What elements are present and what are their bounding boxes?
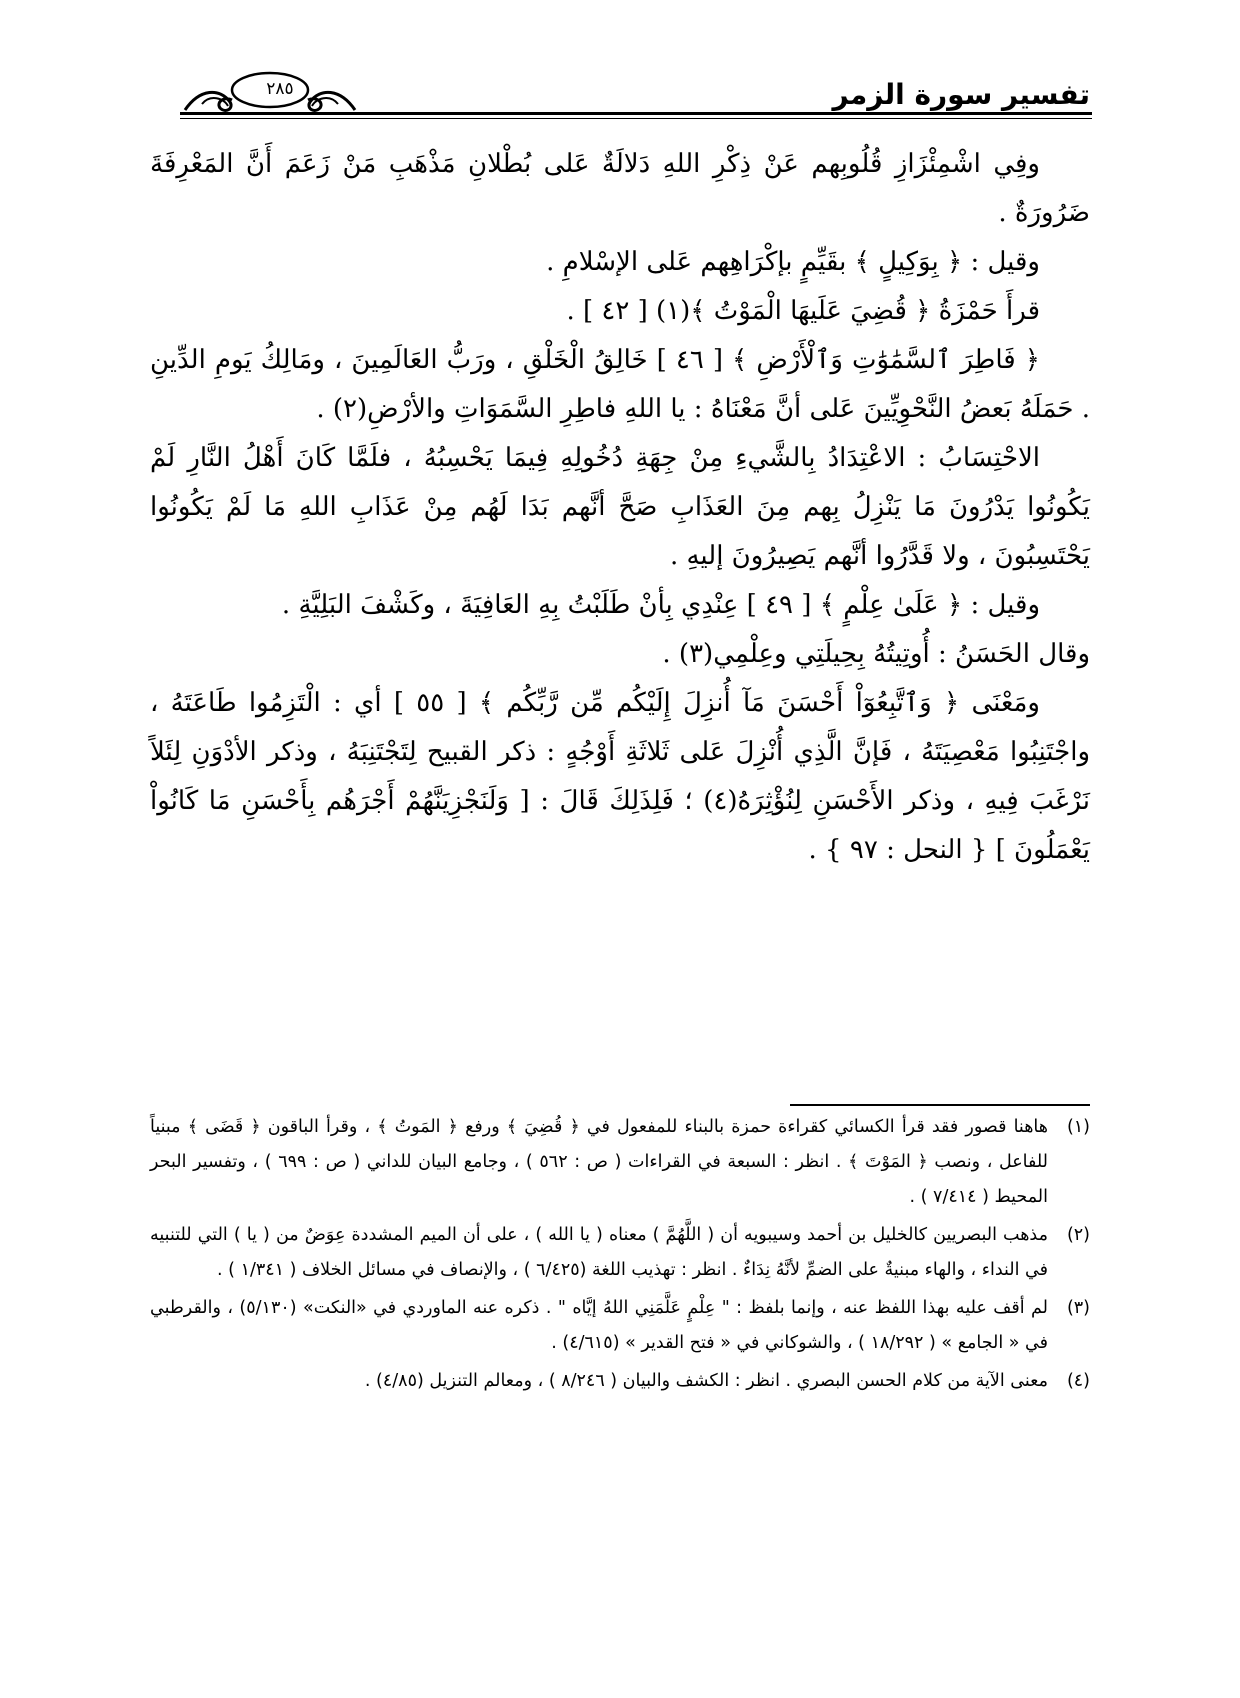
footnote-text: معنى الآية من كلام الحسن البصري . انظر : الكشف والبيان ( ٨/٢٤٦ ) ، ومعالم التنزيل (٤/٨٥) . <box>364 1371 1048 1391</box>
page-number: ٢٨٥ <box>266 79 294 99</box>
footnotes <box>150 1110 1090 1402</box>
footnote <box>150 1218 1090 1288</box>
footnote-separator <box>790 1104 1090 1106</box>
paragraph: ﴿ فَاطِرَ ٱلسَّمَٰوَٰتِ وَٱلْأَرْضِ ﴾ [ ٤٦ ] خَالِقُ الْخَلْقِ ، ورَبُّ العَالَمِينَ ، ومَالِكُ يَومِ الدِّينِ . حَمَلَهُ بَعضُ النَّحْوِيِّينَ عَلى أنَّ مَعْنَاهُ : يا اللهِ فاطِرِ السَّمَوَاتِ والأرْضِ(٢) . <box>150 345 1090 424</box>
footnote-text: لم أقف عليه بهذا اللفظ عنه ، وإنما بلفظ : " عِلْمٍ عَلَّمَنِي اللهُ إيَّاه " . ذكره عنه الماوردي في «النكت» (٥/١٣٠) ، والقرطبي في « الجامع » ( ١٨/٢٩٢ ) ، والشوكاني في « فتح القدير » (٤/٦١٥) . <box>150 1298 1048 1353</box>
paragraph: وقيل : ﴿ بِوَكِيلٍ ﴾ بقَيِّمٍ بإكْرَاهِهم عَلى الإسْلامِ . <box>546 247 1040 277</box>
footnote <box>150 1364 1090 1399</box>
paragraph: الاحْتِسَابُ : الاعْتِدَادُ بِالشَّيءِ مِنْ جِهَةِ دُخُولِهِ فِيمَا يَحْسِبُهُ ، فلَمَّا كَانَ أَهْلُ النَّارِ لَمْ يَكُونُوا يَدْرُونَ مَا يَنْزِلُ بِهم مِنَ العَذَابِ صَحَّ أنَّهم بَدَا لَهُم مِنْ عَذَابِ اللهِ مَا لَمْ يَكُونُوا يَحْتَسِبُونَ ، ولا قَدَّرُوا أنَّهم يَصِيرُونَ إليهِ . <box>150 443 1090 571</box>
footnote-text: مذهب البصريين كالخليل بن أحمد وسيبويه أن ( اللَّهُمَّ ) معناه ( يا الله ) ، على أن الميم المشددة عِوَضٌ من ( يا ) التي للتنبيه في النداء ، والهاء مبنيةٌ على الضمِّ لأنَّهُ نِدَاءٌ . انظر : تهذيب اللغة (٦/٤٢٥ ) ، والإنصاف في مسائل الخلاف ( ١/٣٤١ ) . <box>150 1225 1048 1280</box>
page-header-title: تفسير سورة الزمر <box>832 78 1090 111</box>
footnote-marker: (١) <box>1066 1117 1090 1137</box>
footnote <box>150 1291 1090 1361</box>
paragraph: وقيل : ﴿ عَلَىٰ عِلْمٍ ﴾ [ ٤٩ ] عِنْدِي بِأنْ طَلَبْتُ بِهِ العَافِيَةَ ، وكَشْفَ البَلِيَّةِ . <box>281 590 1040 620</box>
footnote-marker: (٢) <box>1066 1225 1090 1245</box>
footnote-marker: (٣) <box>1066 1298 1090 1318</box>
paragraph: وقال الحَسَنُ : أُوتِيتُهُ بِحِيلَتِي وعِلْمِي(٣) . <box>662 639 1090 669</box>
main-text <box>150 140 1090 875</box>
footnote <box>150 1110 1090 1215</box>
header-rule <box>180 112 1092 115</box>
paragraph: وفِي اشْمِئْزَازِ قُلُوبِهم عَنْ ذِكْرِ اللهِ دَلالَةٌ عَلى بُطْلانِ مَذْهَبِ مَنْ زَعَمَ أَنَّ المَعْرِفَةَ ضَرُورَةٌ . <box>150 149 1090 228</box>
footnote-text: هاهنا قصور فقد قرأ الكسائي كقراءة حمزة بالبناء للمفعول في ﴿ قُضِيَ ﴾ ورفع ﴿ المَوتُ ﴾ ، وقرأ الباقون ﴿ قَضَى ﴾ مبنياً للفاعل ، ونصب ﴿ المَوْتَ ﴾ . انظر : السبعة في القراءات ( ص : ٥٦٢ ) ، وجامع البيان للداني ( ص : ٦٩٩ ) ، وتفسير البحر المحيط ( ٧/٤١٤ ) . <box>150 1117 1048 1207</box>
header-rule-thin <box>180 118 1092 119</box>
paragraph: ومَعْنَى ﴿ وَٱتَّبِعُوٓاْ أَحْسَنَ مَآ أُنزِلَ إِلَيْكُم مِّن رَّبِّكُم ﴾ [ ٥٥ ] أي : الْتَزِمُوا طَاعَتَهُ ، واجْتَنِبُوا مَعْصِيَتَهُ ، فَإنَّ الَّذِي أُنْزِلَ عَلى ثَلاثَةِ أَوْجُهٍ : ذكر القبيح لِتَجْتَنِبَهُ ، وذكر الأدْوَنِ لِئَلاً نَرْغَبَ فِيهِ ، وذكر الأَحْسَنِ لِنُؤْثِرَهُ(٤) ؛ فَلِذَلِكَ قَالَ : [ وَلَنَجْزِيَنَّهُمْ أَجْرَهُم بِأَحْسَنِ مَا كَانُواْ يَعْمَلُونَ ] { النحل : ٩٧ } . <box>150 688 1091 865</box>
footnote-marker: (٤) <box>1066 1371 1090 1391</box>
paragraph: قرأَ حَمْزَةُ ﴿ قُضِيَ عَلَيهَا الْمَوْتُ ﴾(١) [ ٤٢ ] . <box>566 296 1040 326</box>
